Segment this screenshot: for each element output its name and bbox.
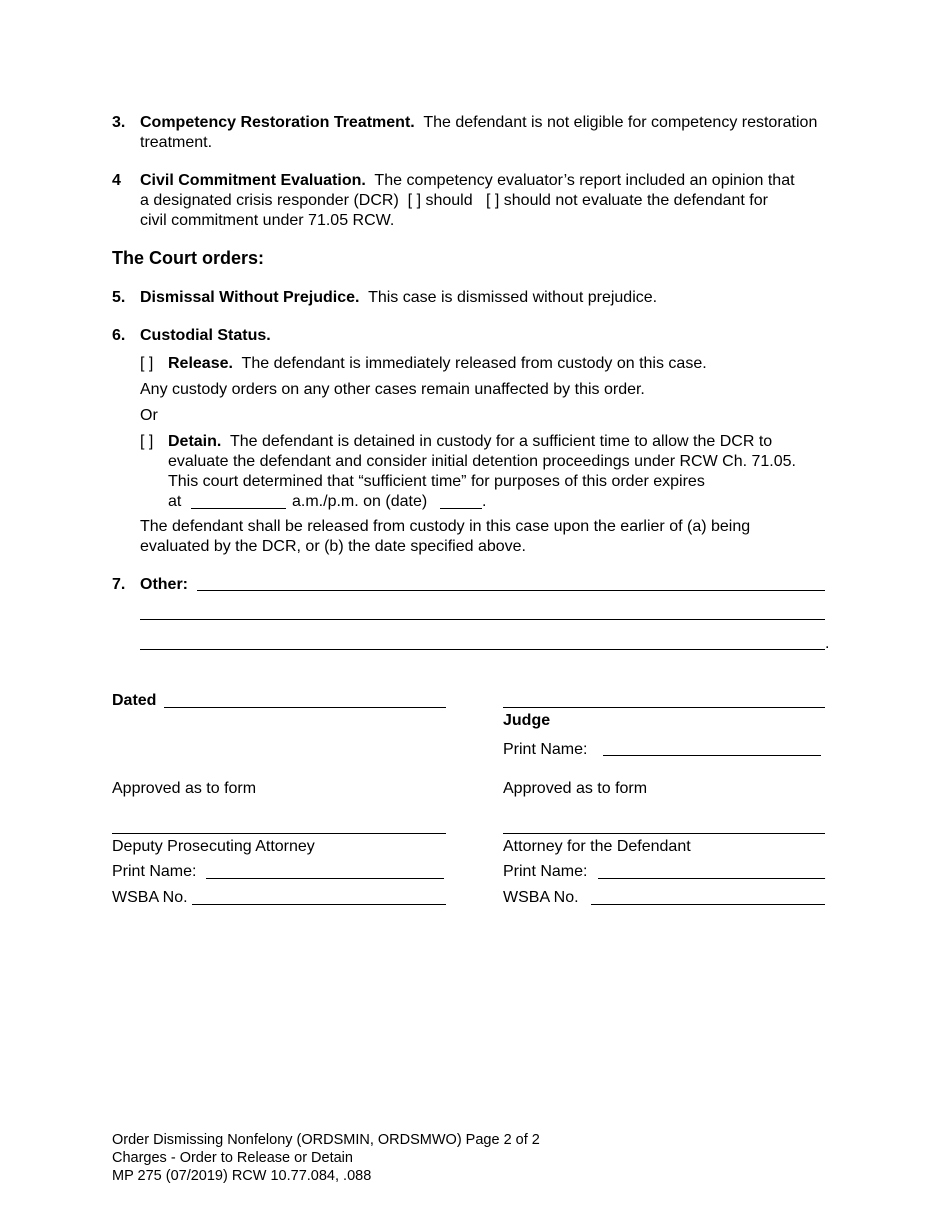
should-not-checkbox[interactable]: [ ] — [485, 192, 500, 209]
should-label: should — [425, 192, 473, 209]
approved-right-label: Approved as to form — [503, 780, 648, 797]
dated-label: Dated — [112, 692, 157, 709]
judge-label: Judge — [503, 712, 551, 729]
judge-print-name-label: Print Name: — [503, 741, 588, 758]
defense-signature-line[interactable] — [503, 833, 825, 834]
prosecutor-wsba-label: WSBA No. — [112, 889, 188, 906]
should-checkbox[interactable]: [ ] — [407, 192, 422, 209]
detain-title: Detain. — [168, 433, 222, 450]
other-end-period: . — [825, 635, 830, 652]
footer-line-2: Charges - Order to Release or Detain — [112, 1150, 353, 1166]
prosecutor-wsba-field[interactable] — [192, 904, 446, 905]
item-4-title: Civil Commitment Evaluation. — [140, 172, 366, 189]
detain-time-field[interactable] — [191, 508, 286, 509]
item-4-line-1: The competency evaluator’s report included an opinion that — [374, 172, 795, 189]
defense-print-name-field[interactable] — [598, 878, 816, 879]
other-cases-text: Any custody orders on any other cases remain unaffected by this order. — [140, 381, 645, 398]
release-title: Release. — [168, 355, 233, 372]
item-3-text — [140, 113, 840, 153]
should-not-label: should not evaluate the defendant for — [503, 192, 768, 209]
detain-line-3: This court determined that “sufficient time” for purposes of this order expires — [168, 473, 705, 490]
detain-period: . — [482, 493, 487, 510]
item-4-number: 4 — [112, 172, 121, 189]
footer-line-3: MP 275 (07/2019) RCW 10.77.084, .088 — [112, 1168, 372, 1184]
item-6-title: Custodial Status. — [140, 327, 271, 344]
item-5-text — [140, 288, 840, 308]
detain-checkbox[interactable]: [ ] — [140, 433, 154, 450]
release-body: The defendant is immediately released from custody on this case. — [241, 355, 707, 372]
other-field-line-3[interactable] — [140, 649, 825, 650]
item-4-text — [140, 171, 840, 231]
release-condition-text — [140, 517, 840, 557]
prosecutor-print-name-field[interactable] — [206, 878, 444, 879]
detain-line-1: The defendant is detained in custody for a sufficient time to allow the DCR to — [229, 433, 773, 450]
other-field-line-2[interactable] — [140, 619, 825, 620]
release-checkbox[interactable]: [ ] — [140, 355, 154, 372]
item-5-title: Dismissal Without Prejudice. — [140, 289, 360, 306]
item-4-line-2: a designated crisis responder (DCR) — [140, 192, 399, 209]
item-7-number: 7. — [112, 576, 126, 593]
prosecutor-print-name-label: Print Name: — [112, 863, 197, 880]
defense-label: Attorney for the Defendant — [503, 838, 691, 855]
item-3-body: The defendant is not eligible for competency restoration treatment. — [140, 114, 818, 151]
release-condition-line-2: evaluated by the DCR, or (b) the date specified above. — [140, 538, 526, 555]
item-3-number: 3. — [112, 114, 126, 131]
release-condition-line-1: The defendant shall be released from custody in this case upon the earlier of (a) being — [140, 518, 751, 535]
item-5-body: This case is dismissed without prejudice. — [368, 289, 658, 306]
defense-print-name-label: Print Name: — [503, 863, 588, 880]
page-footer — [112, 1131, 540, 1185]
or-text: Or — [140, 407, 158, 424]
footer-line-1: Order Dismissing Nonfelony (ORDSMIN, ORDSMWO) Page 2 of 2 — [112, 1132, 540, 1148]
judge-signature-line[interactable] — [503, 707, 825, 708]
detain-date-field[interactable] — [440, 508, 482, 509]
detain-ampm-label: a.m./p.m. on (date) — [292, 493, 428, 510]
court-orders-heading: The Court orders: — [112, 248, 265, 268]
defense-wsba-label: WSBA No. — [503, 889, 579, 906]
item-3-title: Competency Restoration Treatment. — [140, 114, 415, 131]
item-4-line-3: civil commitment under 71.05 RCW. — [140, 212, 395, 229]
item-5-number: 5. — [112, 289, 126, 306]
detain-at-label: at — [168, 493, 182, 510]
judge-print-name-field[interactable] — [603, 755, 821, 756]
item-7-title: Other: — [140, 576, 188, 593]
defense-print-name-underscore: _ — [816, 863, 825, 880]
prosecutor-label: Deputy Prosecuting Attorney — [112, 838, 315, 855]
item-6-number: 6. — [112, 327, 126, 344]
detain-text — [168, 432, 858, 492]
dated-field[interactable] — [164, 707, 446, 708]
prosecutor-signature-line[interactable] — [112, 833, 446, 834]
approved-left-label: Approved as to form — [112, 780, 257, 797]
detain-line-2: evaluate the defendant and consider initial detention proceedings under RCW Ch. 71.05. — [168, 453, 796, 470]
defense-wsba-field[interactable] — [591, 904, 825, 905]
release-text — [168, 354, 848, 374]
other-field-line-1[interactable] — [197, 590, 825, 591]
